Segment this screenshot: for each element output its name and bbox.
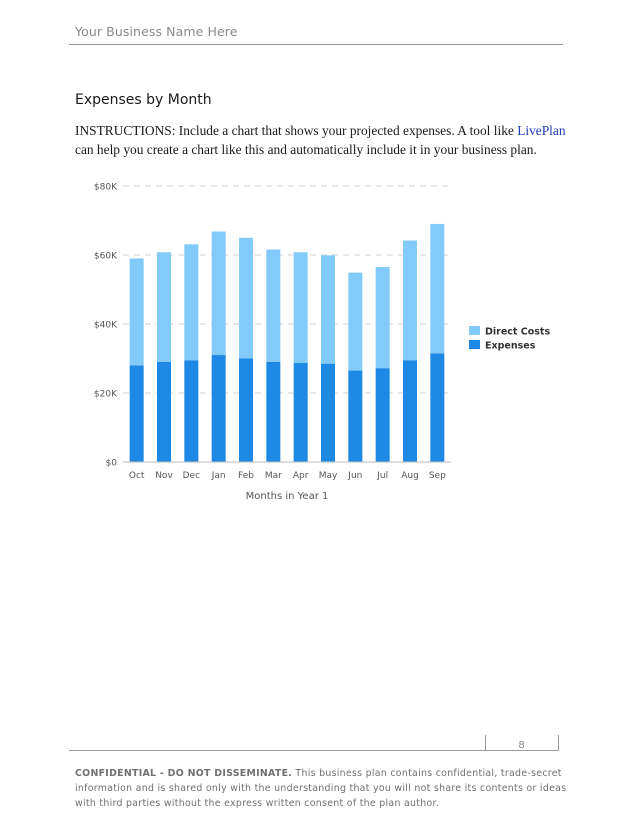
section-title: Expenses by Month xyxy=(75,92,212,108)
x-tick-label: Jun xyxy=(348,471,363,481)
x-tick-label: Mar xyxy=(264,471,282,481)
y-tick-label: $40K xyxy=(93,320,117,331)
liveplan-link[interactable]: LivePlan xyxy=(517,123,566,138)
bar-direct-costs xyxy=(157,252,171,362)
instructions-text-after: can help you create a chart like this and automatically include it in your business plan. xyxy=(75,141,537,157)
confidential-label: CONFIDENTIAL - DO NOT DISSEMINATE. xyxy=(75,768,293,779)
bar-expenses xyxy=(184,360,198,462)
x-tick-label: Feb xyxy=(238,471,254,481)
business-name-header: Your Business Name Here xyxy=(75,24,238,39)
bar-direct-costs xyxy=(294,252,308,363)
bar-expenses xyxy=(376,368,390,462)
x-tick-label: Aug xyxy=(401,471,419,481)
page-number: 8 xyxy=(518,740,525,751)
confidential-text: This business plan contains confidential, trade-secret information and is shared only with the understanding that you will not share its contents or ideas with third parties without the express written consent of the plan author. xyxy=(75,768,567,809)
bar-direct-costs xyxy=(430,224,444,353)
x-tick-label: Nov xyxy=(155,471,173,481)
x-tick-label: Jul xyxy=(377,471,389,481)
header-divider xyxy=(69,44,563,45)
bar-expenses xyxy=(403,360,417,462)
bar-expenses xyxy=(430,353,444,462)
instructions-text-before: INSTRUCTIONS: Include a chart that shows your projected expenses. A tool like xyxy=(75,123,518,138)
x-tick-label: May xyxy=(318,471,338,481)
bar-direct-costs xyxy=(403,241,417,361)
legend-label: Expenses xyxy=(485,340,536,352)
bar-direct-costs xyxy=(266,249,280,361)
bar-direct-costs xyxy=(184,244,198,360)
bar-direct-costs xyxy=(376,267,390,368)
instructions-paragraph xyxy=(75,122,570,159)
legend-swatch xyxy=(469,326,480,335)
bar-direct-costs xyxy=(130,258,144,365)
legend-swatch xyxy=(469,340,480,349)
x-tick-label: Oct xyxy=(128,471,145,481)
bar-direct-costs xyxy=(321,255,335,363)
x-tick-label: Sep xyxy=(428,471,446,481)
y-tick-label: $20K xyxy=(93,389,117,400)
bar-expenses xyxy=(212,355,226,462)
bar-expenses xyxy=(239,359,253,463)
x-tick-label: Jan xyxy=(211,471,226,481)
x-tick-label: Dec xyxy=(182,471,201,481)
y-tick-label: $0 xyxy=(105,458,117,469)
footer-divider xyxy=(69,750,485,751)
x-axis-title: Months in Year 1 xyxy=(245,491,329,502)
bar-expenses xyxy=(348,371,362,462)
legend-label: Direct Costs xyxy=(485,326,551,338)
y-tick-label: $80K xyxy=(93,182,117,193)
bar-direct-costs xyxy=(239,238,253,359)
bar-expenses xyxy=(130,365,144,462)
x-tick-label: Apr xyxy=(292,471,309,481)
bar-expenses xyxy=(157,362,171,462)
expenses-by-month-chart xyxy=(85,172,555,512)
confidentiality-notice xyxy=(75,766,575,811)
y-tick-label: $60K xyxy=(93,251,117,262)
bar-expenses xyxy=(321,364,335,462)
bar-expenses xyxy=(266,362,280,462)
bar-direct-costs xyxy=(212,232,226,356)
bar-expenses xyxy=(294,363,308,462)
bar-direct-costs xyxy=(348,273,362,371)
